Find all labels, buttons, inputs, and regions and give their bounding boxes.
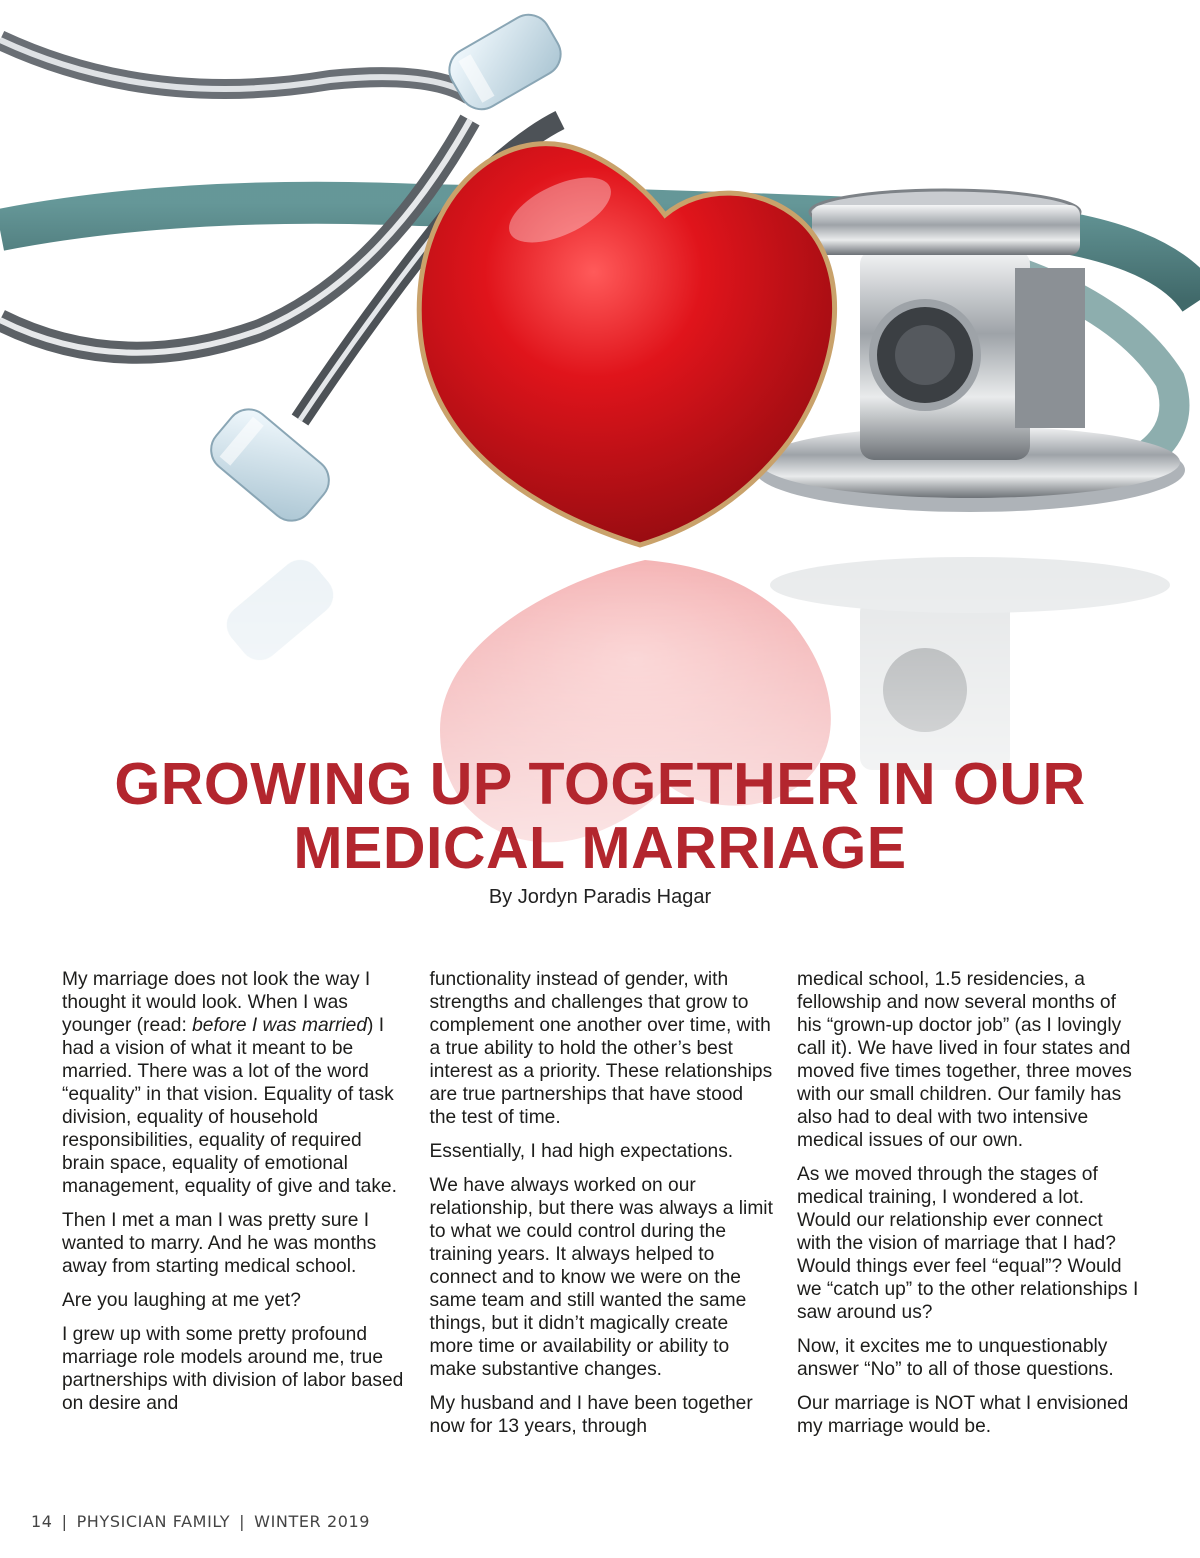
paragraph-text: My marriage does not look the way I thought it would look. When I was younger (read: [62, 969, 371, 1036]
paragraph: Are you laughing at me yet? [62, 1290, 301, 1311]
article-body [62, 968, 1142, 1449]
page-number: 14 [31, 1512, 53, 1531]
column-2 [430, 968, 775, 1449]
article-header [0, 752, 1200, 910]
column-3 [797, 968, 1142, 1449]
paragraph: Then I met a man I was pretty sure I wanted to marry. And he was months away from starting medical school. [62, 1210, 377, 1277]
paragraph: functionality instead of gender, with strengths and challenges that grow to complement one another over time, with a true ability to hold the other’s best interest as a priority. These relationships are true partnerships that have stood the test of time. [429, 969, 773, 1128]
paragraph [62, 968, 407, 1198]
issue-date: WINTER 2019 [254, 1512, 371, 1531]
footer-separator: | [239, 1512, 246, 1531]
paragraph: Essentially, I had high expectations. [429, 1141, 734, 1162]
page-footer [31, 1512, 370, 1531]
paragraph: I grew up with some pretty profound marriage role models around me, true partnerships with division of labor based on desire and [62, 1324, 404, 1414]
paragraph: Our marriage is NOT what I envisioned my marriage would be. [797, 1393, 1129, 1437]
paragraph-text: ) I had a vision of what it meant to be married. There was a lot of the word “equality” in that vision. Equality of task division, equality of household responsibilities, equality of required brain space, equality of emotional management, equality of give and take. [62, 1015, 397, 1197]
article-title [0, 752, 1200, 880]
title-line-1: GROWING UP TOGETHER IN OUR [114, 751, 1086, 817]
paragraph: As we moved through the stages of medical training, I wondered a lot. Would our relationship ever connect with the vision of marriage that I had? Would things ever feel “equal”? Would we “catch up” to the other relationships I saw around us? [797, 1164, 1139, 1323]
paragraph: Now, it excites me to unquestionably answer “No” to all of those questions. [797, 1336, 1114, 1380]
paragraph: We have always worked on our relationship, but there was always a limit to what we could control during the training years. It always helped to connect and to know we were on the same team and still wanted the same things, but it didn’t magically create more time or availability or ability to make substantive changes. [429, 1175, 773, 1380]
paragraph-emphasis: before I was married [192, 1015, 368, 1036]
column-1 [62, 968, 407, 1449]
byline: By Jordyn Paradis Hagar [488, 886, 712, 908]
paragraph: My husband and I have been together now for 13 years, through [429, 1393, 753, 1437]
title-line-2: MEDICAL MARRIAGE [293, 815, 907, 881]
paragraph: medical school, 1.5 residencies, a fellowship and now several months of his “grown-up doctor job” (as I lovingly call it). We have lived in four states and moved five times together, three moves with our small children. Our family has also had to deal with two intensive medical issues of our own. [797, 969, 1132, 1151]
publication-name: PHYSICIAN FAMILY [76, 1512, 231, 1531]
footer-separator: | [61, 1512, 68, 1531]
